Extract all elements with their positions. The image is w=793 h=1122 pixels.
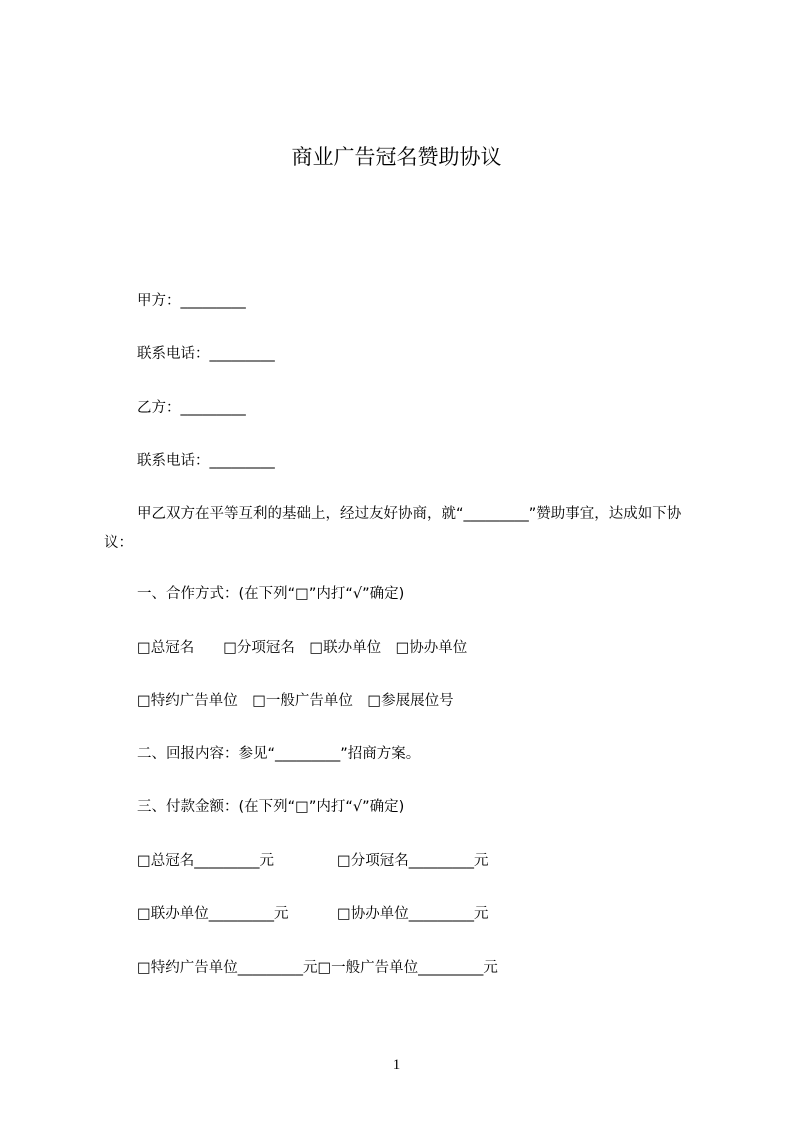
party-a-phone-line: 联系电话：_________: [137, 346, 275, 362]
intro-paragraph: [104, 500, 704, 558]
amount-special-and-general: □特约广告单位_________元□一般广告单位_________元: [137, 960, 498, 976]
section1-heading: 一、合作方式：(在下列“□”内打“√”确定): [137, 586, 405, 602]
document-title: 商业广告冠名赞助协议: [291, 145, 502, 169]
party-b-phone-line: 联系电话：_________: [137, 453, 275, 469]
party-b-line: 乙方：_________: [137, 400, 246, 416]
section3-heading: 三、付款金额：(在下列“□”内打“√”确定): [137, 799, 405, 815]
page-number: 1: [392, 1057, 401, 1073]
section2-line: 二、回报内容：参见“_________”招商方案。: [137, 746, 421, 762]
intro-text: 甲乙双方在平等互利的基础上，经过友好协商，就“_________”赞助事宜，达成如下协议：: [104, 506, 682, 551]
party-a-line: 甲方：_________: [137, 293, 246, 309]
amount-sub-title: □分项冠名_________元: [337, 853, 489, 869]
amount-title-sponsor: □总冠名_________元: [137, 853, 274, 869]
amount-co-organizer: □联办单位_________元: [137, 906, 289, 922]
amount-assist-organizer: □协办单位_________元: [337, 906, 489, 922]
cooperation-options-row2: □特约广告单位 □一般广告单位 □参展展位号: [137, 693, 454, 709]
cooperation-options-row1: □总冠名 □分项冠名 □联办单位 □协办单位: [137, 640, 468, 656]
